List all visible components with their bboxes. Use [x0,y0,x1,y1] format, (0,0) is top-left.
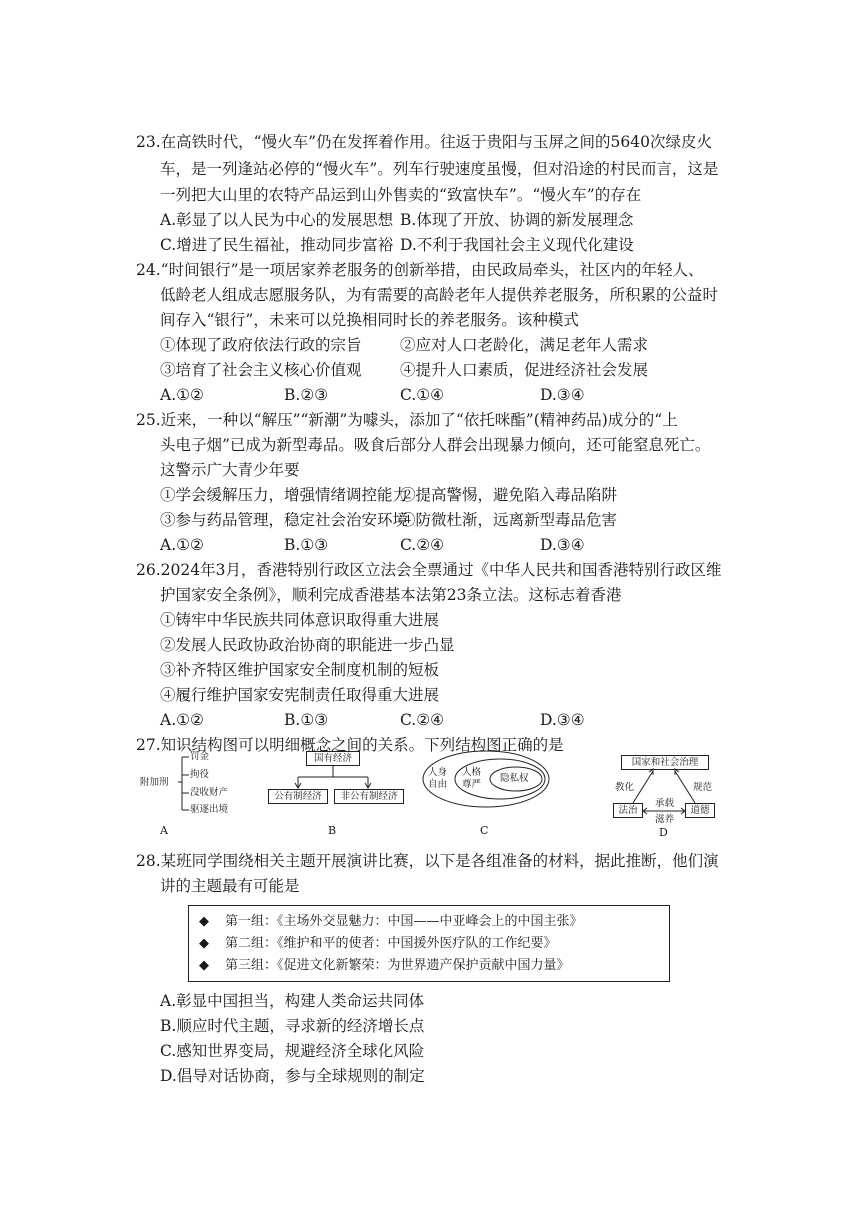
q25-line-1: 25.近来，一种以“解压”“新潮”为噱头，添加了“依托咪酯”(精神药品)成分的“上 [136,411,678,429]
diagram-d-mid-bottom: 滋养 [655,814,675,825]
q28-option-a: A.彰显中国担当，构建人类命运共同体 [160,992,425,1010]
q28-option-d: D.倡导对话协商，参与全球规则的制定 [160,1067,425,1085]
diagram-b-top-box: 国有经济 [306,751,360,766]
q26-option-b: B.①③ [284,711,329,729]
q28-material-box [188,905,670,982]
q24-item-2: ②应对人口老龄化，满足老年人需求 [400,336,649,354]
q25-item-4: ④防微杜渐，远离新型毒品危害 [400,511,618,529]
q26-item-2: ②发展人民政协政治协商的职能进一步凸显 [160,636,455,654]
diagram-a-branch-3: 没收财产 [190,787,229,798]
q23-line-3: 一列把大山里的农特产品运到山外售卖的“致富快车”。“慢火车”的存在 [160,186,642,204]
diagram-c-middle: 人格尊严 [462,767,482,790]
diagram-b-left-box: 公有制经济 [268,789,328,804]
q26-line-2: 护国家安全条例》，顺利完成香港基本法第23条立法。这标志着香港 [160,586,622,604]
q28-line-2: 讲的主题最有可能是 [160,877,300,895]
q24-item-1: ①体现了政府依法行政的宗旨 [160,336,362,354]
q25-option-a: A.①② [160,536,204,554]
q27-diagram-b [268,745,408,840]
q25-option-c: C.②④ [400,536,445,554]
q23-line-2: 车，是一列逢站必停的“慢火车”。列车行驶速度虽慢，但对沿途的村民而言，这是 [160,160,719,178]
diagram-d-left-label: 教化 [615,782,635,793]
q24-option-b: B.②③ [284,386,329,404]
q28-bullet-1: ◆ [199,914,209,929]
q28-bullet-3: ◆ [199,958,209,973]
q24-line-3: 间存入“银行”，未来可以兑换相同时长的养老服务。该种模式 [160,311,579,329]
diagram-d-right-label: 规范 [693,782,713,793]
diagram-a-root: 附加刑 [140,777,169,788]
diagram-a-caption: A [160,824,168,837]
q24-item-3: ③培育了社会主义核心价值观 [160,361,362,379]
q28-material-3: 第三组：《促进文化新繁荣：为世界遗产保护贡献中国力量》 [225,958,570,973]
q24-line-1: 24.“时间银行”是一项居家养老服务的创新举措，由民政局牵头，社区内的年轻人、 [136,261,704,279]
q23-line-1: 23.在高铁时代，“慢火车”仍在发挥着作用。往返于贵阳与玉屏之间的5640次绿皮火 [136,133,712,151]
q27-diagram-a [140,745,240,840]
q28-line-1: 28.某班同学围绕相关主题开展演讲比赛，以下是各组准备的材料，据此推断，他们演 [136,852,719,870]
diagram-b-caption: B [328,824,337,837]
diagram-d-caption: D [659,826,668,839]
q26-item-3: ③补齐特区维护国家安全制度机制的短板 [160,661,440,679]
q28-option-c: C.感知世界变局，规避经济全球化风险 [160,1042,425,1060]
diagram-c-outer: 人身自由 [428,767,448,790]
q26-option-c: C.②④ [400,711,445,729]
q28-option-b: B.顺应时代主题，寻求新的经济增长点 [160,1017,425,1035]
q24-item-4: ④提升人口素质，促进经济社会发展 [400,361,649,379]
q27-diagram-c [420,745,555,840]
q28-material-1: 第一组：《主场外交显魅力：中国——中亚峰会上的中国主张》 [225,914,583,929]
q26-item-1: ①铸牢中华民族共同体意识取得重大进展 [160,611,440,629]
q27-diagram-d [605,745,725,840]
diagram-d-left-box: 法治 [613,803,643,818]
q25-item-1: ①学会缓解压力，增强情绪调控能力 [160,486,409,504]
q24-option-a: A.①② [160,386,204,404]
diagram-a-branch-1: 罚金 [190,751,210,762]
q28-material-2: 第二组：《维护和平的使者：中国援外医疗队的工作纪要》 [225,936,557,951]
q26-option-d: D.③④ [540,711,585,729]
diagram-c-caption: C [480,824,489,837]
diagram-c-inner: 隐私权 [500,773,529,784]
q24-line-2: 低龄老人组成志愿服务队，为有需要的高龄老年人提供养老服务，所积累的公益时 [160,286,719,304]
q25-option-d: D.③④ [540,536,585,554]
diagram-d-top-box: 国家和社会治理 [621,755,709,770]
q25-item-2: ②提高警惕，避免陷入毒品陷阱 [400,486,618,504]
q24-option-c: C.①④ [400,386,445,404]
q23-option-c: C.增进了民生福祉，推动同步富裕 [160,236,394,254]
q26-option-a: A.①② [160,711,204,729]
diagram-a-branch-4: 驱逐出境 [190,804,229,815]
q23-option-b: B.体现了开放、协调的新发展理念 [400,211,634,229]
q25-item-3: ③参与药品管理，稳定社会治安环境 [160,511,409,529]
q23-option-a: A.彰显了以人民为中心的发展思想 [160,211,394,229]
q25-line-2: 头电子烟”已成为新型毒品。吸食后部分人群会出现暴力倾向，还可能窒息死亡。 [160,436,711,454]
q23-option-d: D.不利于我国社会主义现代化建设 [400,236,634,254]
diagram-d-right-box: 道德 [685,803,715,818]
diagram-a-branch-2: 拘役 [190,769,210,780]
diagram-d-mid-top: 承载 [655,798,675,809]
q25-line-3: 这警示广大青少年要 [160,461,300,479]
q25-option-b: B.①③ [284,536,329,554]
q24-option-d: D.③④ [540,386,585,404]
diagram-b-right-box: 非公有制经济 [334,789,404,804]
q28-bullet-2: ◆ [199,936,209,951]
q27-stem: 27.知识结构图可以明细概念之间的关系。下列结构图正确的是 [136,736,564,754]
q26-line-1: 26.2024年3月，香港特别行政区立法会全票通过《中华人民共和国香港特别行政区维 [136,561,722,579]
q26-item-4: ④履行维护国家安宪制责任取得重大进展 [160,686,440,704]
